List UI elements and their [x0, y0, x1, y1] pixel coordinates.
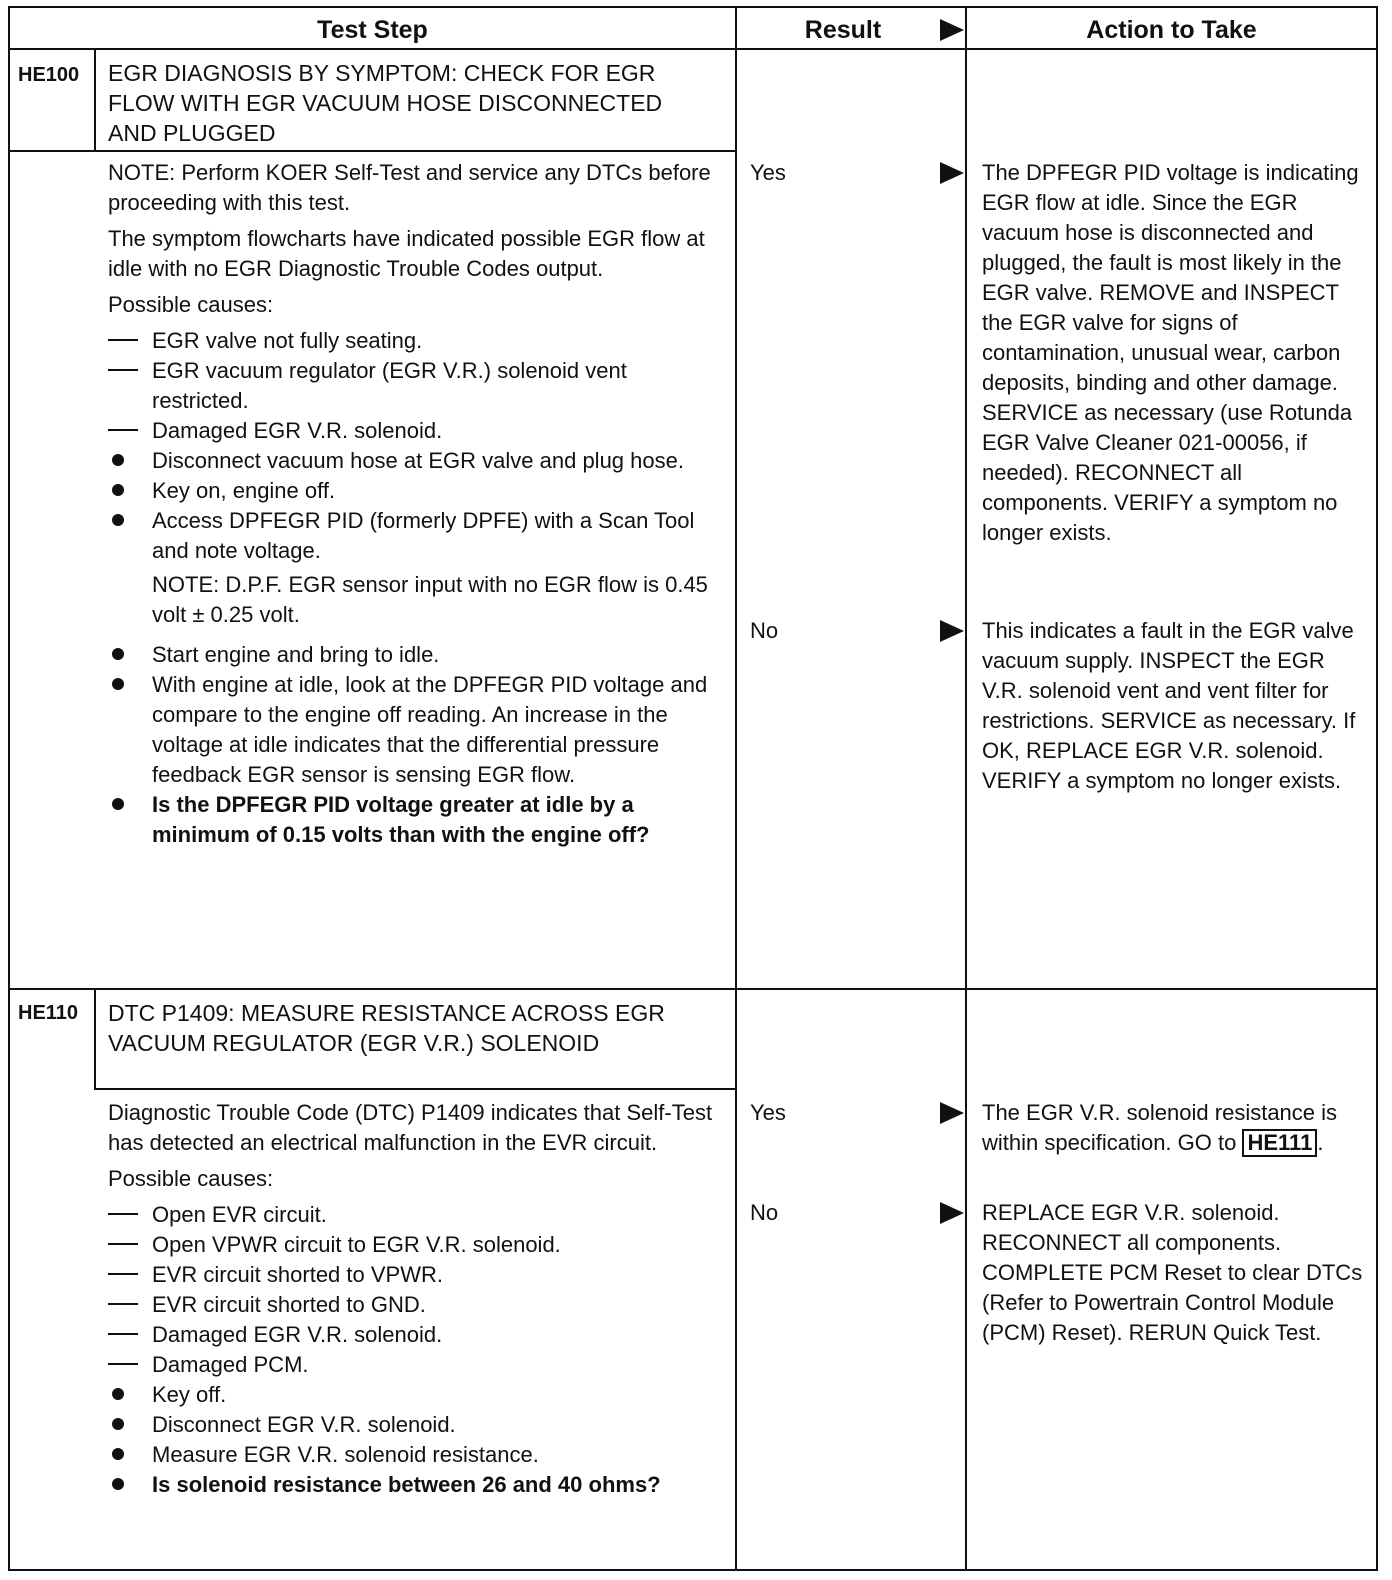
- result-arrow-icon: [940, 620, 964, 642]
- step-code: HE110: [18, 1002, 79, 1024]
- question-item: Is the DPFEGR PID voltage greater at idle by a minimum of 0.15 volts than with the engine off?: [108, 790, 723, 850]
- goto-link[interactable]: HE111: [1242, 1129, 1317, 1157]
- cause-item: Damaged EGR V.R. solenoid.: [108, 1320, 723, 1350]
- bullet-item: Key on, engine off.: [108, 476, 723, 506]
- cause-item: Damaged EGR V.R. solenoid.: [108, 416, 723, 446]
- cause-item: Open EVR circuit.: [108, 1200, 723, 1230]
- causes-label: Possible causes:: [108, 1166, 274, 1191]
- result-no: No: [750, 1200, 779, 1225]
- description: The symptom flowcharts have indicated possible EGR flow at idle with no EGR Diagnostic Trouble Codes output.: [108, 226, 705, 281]
- causes-label: Possible causes:: [108, 292, 274, 317]
- result-arrow-icon: [940, 162, 964, 184]
- action-text: The EGR V.R. solenoid resistance is within specification. GO to: [982, 1100, 1338, 1155]
- question-item: Is solenoid resistance between 26 and 40 ohms?: [108, 1470, 723, 1500]
- step-code: HE100: [18, 64, 80, 86]
- action-no: This indicates a fault in the EGR valve vacuum supply. INSPECT the EGR V.R. solenoid vent and vent filter for restrictions. SERVICE as necessary. If OK, REPLACE EGR V.R. solenoid. VERIFY a symptom no longer exists.: [982, 618, 1356, 793]
- header-test-step: Test Step: [317, 16, 428, 44]
- code-divider-he110: [94, 988, 96, 1088]
- cause-item: EGR valve not fully seating.: [108, 326, 723, 356]
- bullet-item: Key off.: [108, 1380, 723, 1410]
- header-divider: [10, 48, 1376, 50]
- title-divider-he110: [94, 1088, 737, 1090]
- cause-item: Damaged PCM.: [108, 1350, 723, 1380]
- bullet-item: Start engine and bring to idle.: [108, 640, 723, 670]
- result-yes: Yes: [750, 1100, 786, 1125]
- title-divider-he100: [10, 150, 737, 152]
- bullets-list: [108, 640, 723, 850]
- step-body: [108, 1098, 723, 1500]
- step-title: DTC P1409: MEASURE RESISTANCE ACROSS EGR VACUUM REGULATOR (EGR V.R.) SOLENOID: [108, 1000, 665, 1056]
- bullet-item: With engine at idle, look at the DPFEGR PID voltage and compare to the engine off reading. An increase in the voltage at idle indicates that the differential pressure feedback EGR sensor is sensing EGR flow.: [108, 670, 723, 790]
- bullet-icon: [112, 1418, 124, 1430]
- action-suffix: .: [1317, 1130, 1324, 1155]
- test-step-table: [8, 6, 1378, 1571]
- cause-item: Open VPWR circuit to EGR V.R. solenoid.: [108, 1230, 723, 1260]
- col-divider-action: [965, 8, 967, 1569]
- result-arrow-icon: [940, 1202, 964, 1224]
- header-action: Action to Take: [1086, 16, 1257, 44]
- causes-list: [108, 326, 723, 566]
- action-yes: [982, 1098, 1367, 1158]
- step-divider: [10, 988, 1376, 990]
- bullet-icon: [112, 484, 124, 496]
- result-arrow-icon: [940, 1102, 964, 1124]
- bullet-item: Access DPFEGR PID (formerly DPFE) with a Scan Tool and note voltage.: [108, 506, 723, 566]
- bullet-item: Disconnect EGR V.R. solenoid.: [108, 1410, 723, 1440]
- bullet-icon: [112, 1388, 124, 1400]
- bullet-item: Measure EGR V.R. solenoid resistance.: [108, 1440, 723, 1470]
- action-yes: The DPFEGR PID voltage is indicating EGR flow at idle. Since the EGR vacuum hose is disconnected and plugged, the fault is most likely in the EGR valve. REMOVE and INSPECT the EGR valve for signs of contamination, unusual wear, carbon deposits, binding and other damage. SERVICE as necessary (use Rotunda EGR Valve Cleaner 021-00056, if needed). RECONNECT all components. VERIFY a symptom no longer exists.: [982, 160, 1359, 545]
- code-divider-he100: [94, 48, 96, 150]
- cause-item: EGR vacuum regulator (EGR V.R.) solenoid vent restricted.: [108, 356, 723, 416]
- causes-list: [108, 1200, 723, 1500]
- bullet-icon: [112, 1478, 124, 1490]
- bullet-icon: [112, 1448, 124, 1460]
- col-divider-result: [735, 8, 737, 1569]
- bullet-icon: [112, 798, 124, 810]
- cause-item: EVR circuit shorted to GND.: [108, 1290, 723, 1320]
- bullet-icon: [112, 514, 124, 526]
- result-no: No: [750, 618, 779, 643]
- description: Diagnostic Trouble Code (DTC) P1409 indicates that Self-Test has detected an electrical malfunction in the EVR circuit.: [108, 1100, 713, 1155]
- sensor-note: NOTE: D.P.F. EGR sensor input with no EGR flow is 0.45 volt ± 0.25 volt.: [152, 572, 708, 627]
- result-yes: Yes: [750, 160, 786, 185]
- step-title: EGR DIAGNOSIS BY SYMPTOM: CHECK FOR EGR FLOW WITH EGR VACUUM HOSE DISCONNECTED AND PLUGGED: [108, 60, 663, 146]
- cause-item: EVR circuit shorted to VPWR.: [108, 1260, 723, 1290]
- header-arrow-icon: [940, 19, 964, 41]
- bullet-icon: [112, 678, 124, 690]
- note: NOTE: Perform KOER Self-Test and service any DTCs before proceeding with this test.: [108, 160, 711, 215]
- bullet-item: Disconnect vacuum hose at EGR valve and plug hose.: [108, 446, 723, 476]
- bullet-icon: [112, 454, 124, 466]
- step-body: [108, 158, 723, 850]
- header-result: Result: [804, 16, 882, 44]
- action-no: REPLACE EGR V.R. solenoid. RECONNECT all components. COMPLETE PCM Reset to clear DTCs (Refer to Powertrain Control Module (PCM) Reset). RERUN Quick Test.: [982, 1200, 1363, 1345]
- bullet-icon: [112, 648, 124, 660]
